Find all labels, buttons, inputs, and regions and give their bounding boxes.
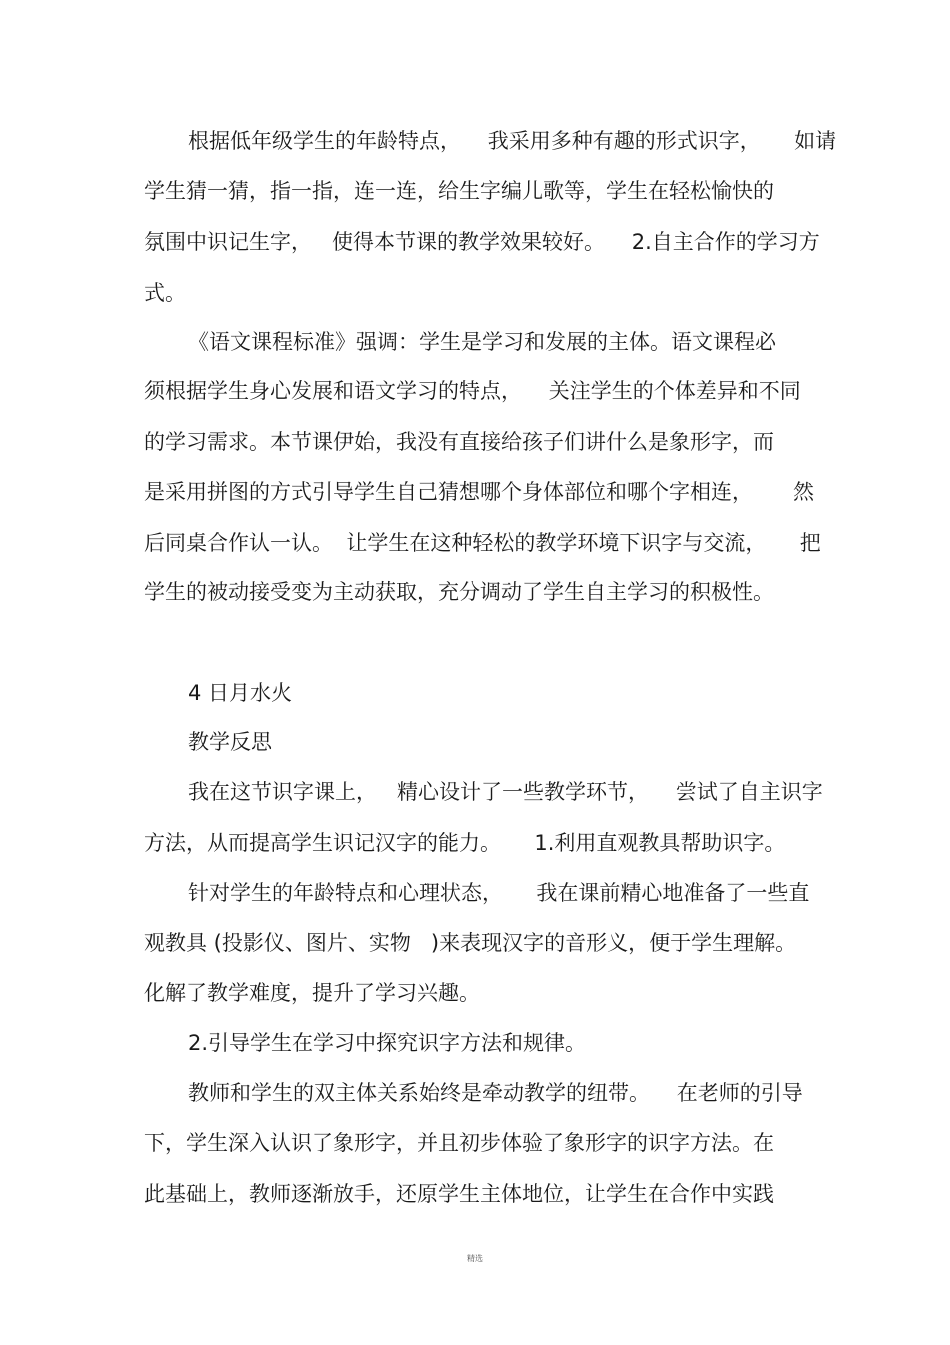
paragraph-line: 根据低年级学生的年龄特点， 我采用多种有趣的形式识字， 如请 [188,129,837,153]
paragraph-line: 此基础上，教师逐渐放手，还原学生主体地位，让学生在合作中实践 [144,1182,774,1206]
lesson-title: 4 日月水火 [188,681,293,705]
paragraph-line: 我在这节识字课上， 精心设计了一些教学环节， 尝试了自主识字 [188,780,823,804]
paragraph-line: 观教具 (投影仪、图片、实物 )来表现汉字的音形义，便于学生理解。 [144,931,797,955]
paragraph-line: 下，学生深入认识了象形字，并且初步体验了象形字的识字方法。在 [144,1131,774,1155]
page-footer: 精选 [467,1254,483,1263]
paragraph-line: 针对学生的年龄特点和心理状态， 我在课前精心地准备了一些直 [188,881,810,905]
paragraph-line: 《语文课程标准》强调：学生是学习和发展的主体。语文课程必 [188,330,776,354]
paragraph-line: 式。 [144,281,186,305]
section-heading: 教学反思 [188,730,272,754]
paragraph-line: 学生猜一猜，指一指，连一连，给生字编儿歌等，学生在轻松愉快的 [144,179,774,203]
paragraph-line: 须根据学生身心发展和语文学习的特点， 关注学生的个体差异和不同 [144,379,801,403]
paragraph-line: 2.引导学生在学习中探究识字方法和规律。 [188,1031,587,1055]
paragraph-line: 的学习需求。本节课伊始，我没有直接给孩子们讲什么是象形字，而 [144,430,774,454]
paragraph-line: 化解了教学难度，提升了学习兴趣。 [144,981,480,1005]
paragraph-line: 氛围中识记生字， 使得本节课的教学效果较好。 2.自主合作的学习方 [144,230,820,254]
paragraph-line: 方法，从而提高学生识记汉字的能力。 1.利用直观教具帮助识字。 [144,831,786,855]
paragraph-line: 是采用拼图的方式引导学生自己猜想哪个身体部位和哪个字相连， 然 [144,480,815,504]
paragraph-line: 教师和学生的双主体关系始终是牵动教学的纽带。 在老师的引导 [188,1081,803,1105]
paragraph-line: 后同桌合作认一认。 让学生在这种轻松的教学环境下识字与交流， 把 [144,531,821,555]
paragraph-line: 学生的被动接受变为主动获取，充分调动了学生自主学习的积极性。 [144,580,774,604]
